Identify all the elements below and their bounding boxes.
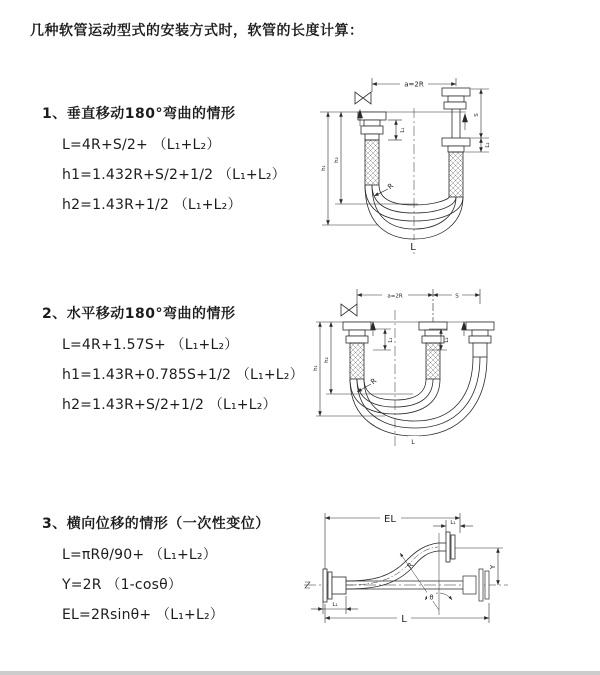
dim-label-y: Y xyxy=(489,564,497,570)
left-braided-hose xyxy=(350,343,364,379)
left-braided-hose xyxy=(365,140,379,185)
middle-flange-assembly xyxy=(419,322,447,343)
formula-line: L=4R+1.57S+ （L₁+L₂） xyxy=(62,337,239,353)
valve-icon xyxy=(341,304,357,316)
radius-label: R xyxy=(386,181,396,192)
angle-label: θ xyxy=(429,593,434,602)
diagram-lateral-displacement xyxy=(298,505,598,665)
diagram-vertical-180-bend xyxy=(308,68,593,268)
section-2-heading: 2、水平移动180°弯曲的情形 xyxy=(42,306,236,322)
section-1 xyxy=(42,103,235,123)
section-3 xyxy=(42,513,270,533)
dim-label-a2r: a=2R xyxy=(387,293,403,300)
u-hose-shifted xyxy=(350,357,487,436)
formula-line: h2=1.43R+1/2 （L₁+L₂） xyxy=(62,197,242,213)
dim-label-l2: L₂ xyxy=(485,142,491,148)
section-1-heading: 1、垂直移动180°弯曲的情形 xyxy=(42,106,236,122)
dim-label-el: EL xyxy=(384,514,396,525)
formula-line: EL=2Rsinθ+ （L₁+L₂） xyxy=(62,607,224,623)
radius-leader xyxy=(374,189,388,196)
dim-label-l1: L₁ xyxy=(388,337,394,343)
valve-icon xyxy=(355,92,371,104)
dim-label-a2r: a=2R xyxy=(404,80,424,89)
length-label: L xyxy=(401,614,407,625)
radius-label: R xyxy=(369,376,379,387)
formula-line: Y=2R （1-cosθ） xyxy=(62,577,183,593)
dim-label-h1: h₁ xyxy=(313,365,319,371)
section-2-formulas xyxy=(62,330,304,420)
dim-label-s: S xyxy=(455,293,459,300)
radius-label: R xyxy=(405,561,416,571)
page-title: 几种软管运动型式的安装方式时，软管的长度计算： xyxy=(30,23,364,39)
dim-label-h1: h₁ xyxy=(321,165,327,171)
section-3-formulas xyxy=(62,540,224,630)
right-braided-hose xyxy=(449,152,463,197)
dim-label-l2: L₂ xyxy=(444,337,450,343)
length-label: L xyxy=(410,242,416,253)
s-curve-hose xyxy=(346,543,438,589)
section-2 xyxy=(42,303,235,323)
left-flange-assembly xyxy=(343,322,371,343)
formula-line: L=4R+S/2+ （L₁+L₂） xyxy=(62,137,221,153)
diagram-horizontal-180-bend xyxy=(313,280,593,470)
formula-line: L=πRθ/90+ （L₁+L₂） xyxy=(62,547,217,563)
formula-line: h2=1.43R+S/2+1/2 （L₁+L₂） xyxy=(62,397,277,413)
dim-label-h2: h₂ xyxy=(324,357,330,363)
section-3-heading: 3、横向位移的情形（一次性变位） xyxy=(42,516,270,532)
length-label: L xyxy=(411,438,415,446)
formula-line: h1=1.43R+0.785S+1/2 （L₁+L₂） xyxy=(62,367,304,383)
middle-braided-hose xyxy=(426,343,440,379)
dim-label-s: S xyxy=(474,113,480,117)
left-flange xyxy=(323,569,346,602)
angle-construction xyxy=(400,533,452,615)
dim-label-l1-bottom: L₁ xyxy=(332,602,338,608)
formula-line: h1=1.432R+S/2+1/2 （L₁+L₂） xyxy=(62,167,286,183)
dim-label-h2: h₂ xyxy=(334,157,340,163)
section-1-formulas xyxy=(62,130,286,220)
dim-label-l1: L₁ xyxy=(400,127,406,133)
page-bottom-edge xyxy=(0,671,600,675)
raised-flange xyxy=(438,532,455,562)
dim-label-l1-top: L₁ xyxy=(450,520,456,526)
shifted-flange-assembly xyxy=(466,322,494,357)
